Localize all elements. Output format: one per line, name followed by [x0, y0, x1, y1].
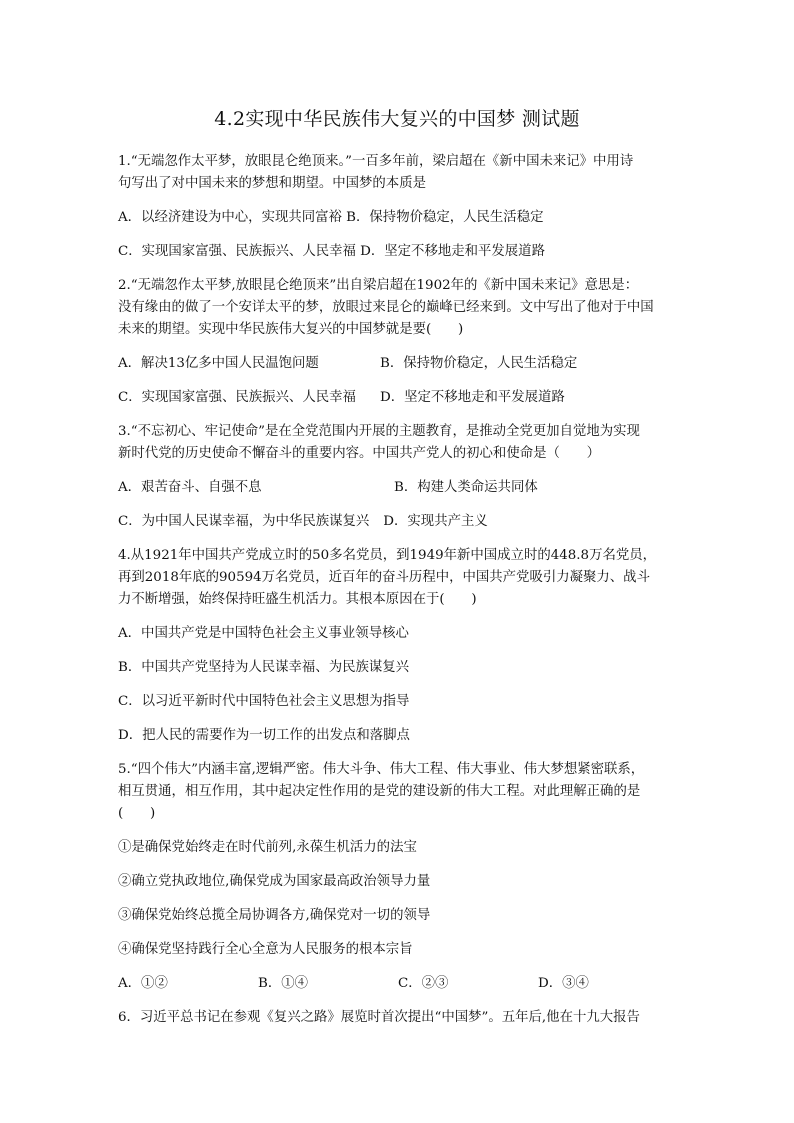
option-row: [118, 477, 678, 499]
question-stem: ( ): [118, 806, 156, 821]
option-c: C．以习近平新时代中国特色社会主义思想为指导: [118, 694, 410, 709]
question-stem: 没有缘由的做了一个安详太平的梦，放眼过来昆仑的巅峰已经来到。文中写出了他对于中国: [118, 300, 654, 315]
option-b: B．中国共产党坚持为人民谋幸福、为民族谋复兴: [118, 660, 410, 675]
question-list: [118, 151, 678, 1029]
option-c: C．为中国人民谋幸福，为中华民族谋复兴: [118, 514, 370, 529]
question-2: [118, 275, 678, 409]
question-4: [118, 545, 678, 747]
option-d: D．坚定不移地走和平发展道路: [380, 390, 565, 405]
question-stem: 2.“无端忽作太平梦,放眼昆仑绝顶来”出自梁启超在1902年的《新中国未来记》意思是：: [118, 278, 639, 293]
question-stem: 句写出了对中国未来的梦想和期望。中国梦的本质是: [118, 176, 426, 191]
option-d: D．把人民的需要作为一切工作的出发点和落脚点: [118, 728, 410, 743]
option-d: D．实现共产主义: [383, 514, 488, 529]
option-c: C．②③: [398, 976, 449, 991]
question-6: [118, 1007, 678, 1029]
statement-3: ③确保党始终总揽全局协调各方,确保党对一切的领导: [118, 908, 431, 923]
question-stem: 力不断增强，始终保持旺盛生机活力。其根本原因在于( ): [118, 592, 477, 607]
option-row: [118, 511, 678, 533]
question-stem: 未来的期望。实现中华民族伟大复兴的中国梦就是要( ): [118, 322, 464, 337]
statement-4: ④确保党坚持践行全心全意为人民服务的根本宗旨: [118, 942, 413, 957]
option-a: A．艰苦奋斗、自强不息: [118, 480, 262, 495]
option-ab: A．以经济建设为中心，实现共同富裕 B．保持物价稳定，人民生活稳定: [118, 210, 544, 225]
question-stem: 5.“四个伟大”内涵丰富,逻辑严密。伟大斗争、伟大工程、伟大事业、伟大梦想紧密联系，: [118, 762, 645, 777]
option-b: B．①④: [258, 976, 309, 991]
statement-2: ②确立党执政地位,确保党成为国家最高政治领导力量: [118, 874, 431, 889]
option-row: [118, 353, 678, 375]
question-stem: 相互贯通，相互作用，其中起决定性作用的是党的建设新的伟大工程。对此理解正确的是: [118, 784, 641, 799]
page-title: 4.2实现中华民族伟大复兴的中国梦 测试题: [214, 108, 580, 130]
option-a: A．解决13亿多中国人民温饱问题: [118, 356, 319, 371]
option-a: A．①②: [118, 976, 168, 991]
option-c: C．实现国家富强、民族振兴、人民幸福: [118, 390, 356, 405]
option-b: B．构建人类命运共同体: [394, 480, 538, 495]
option-a: A．中国共产党是中国特色社会主义事业领导核心: [118, 626, 409, 641]
question-stem: 1.“无端忽作太平梦，放眼昆仑绝顶来。”一百多年前，梁启超在《新中国未来记》中用诗: [118, 154, 634, 169]
question-stem: 4.从1921年中国共产党成立时的50多名党员，到1949年新中国成立时的448.8万名党员，: [118, 548, 657, 563]
question-stem: 6．习近平总书记在参观《复兴之路》展览时首次提出“中国梦”。五年后,他在十九大报告: [118, 1010, 640, 1025]
option-d: D．③④: [538, 976, 589, 991]
option-b: B．保持物价稳定，人民生活稳定: [380, 356, 578, 371]
question-3: [118, 421, 678, 533]
option-row: [118, 387, 678, 409]
question-stem: 再到2018年底的90594万名党员，近百年的奋斗历程中，中国共产党吸引力凝聚力、战斗: [118, 570, 650, 585]
option-cd: C．实现国家富强、民族振兴、人民幸福 D．坚定不移地走和平发展道路: [118, 244, 545, 259]
question-stem: 3.“不忘初心、牢记使命”是在全党范围内开展的主题教育，是推动全党更加自觉地为实现: [118, 424, 640, 439]
question-5: [118, 759, 678, 995]
option-row: [118, 973, 678, 995]
statement-1: ①是确保党始终走在时代前列,永葆生机活力的法宝: [118, 840, 417, 855]
question-1: [118, 151, 678, 263]
question-stem: 新时代党的历史使命不懈奋斗的重要内容。中国共产党人的初心和使命是（ ）: [118, 446, 601, 461]
